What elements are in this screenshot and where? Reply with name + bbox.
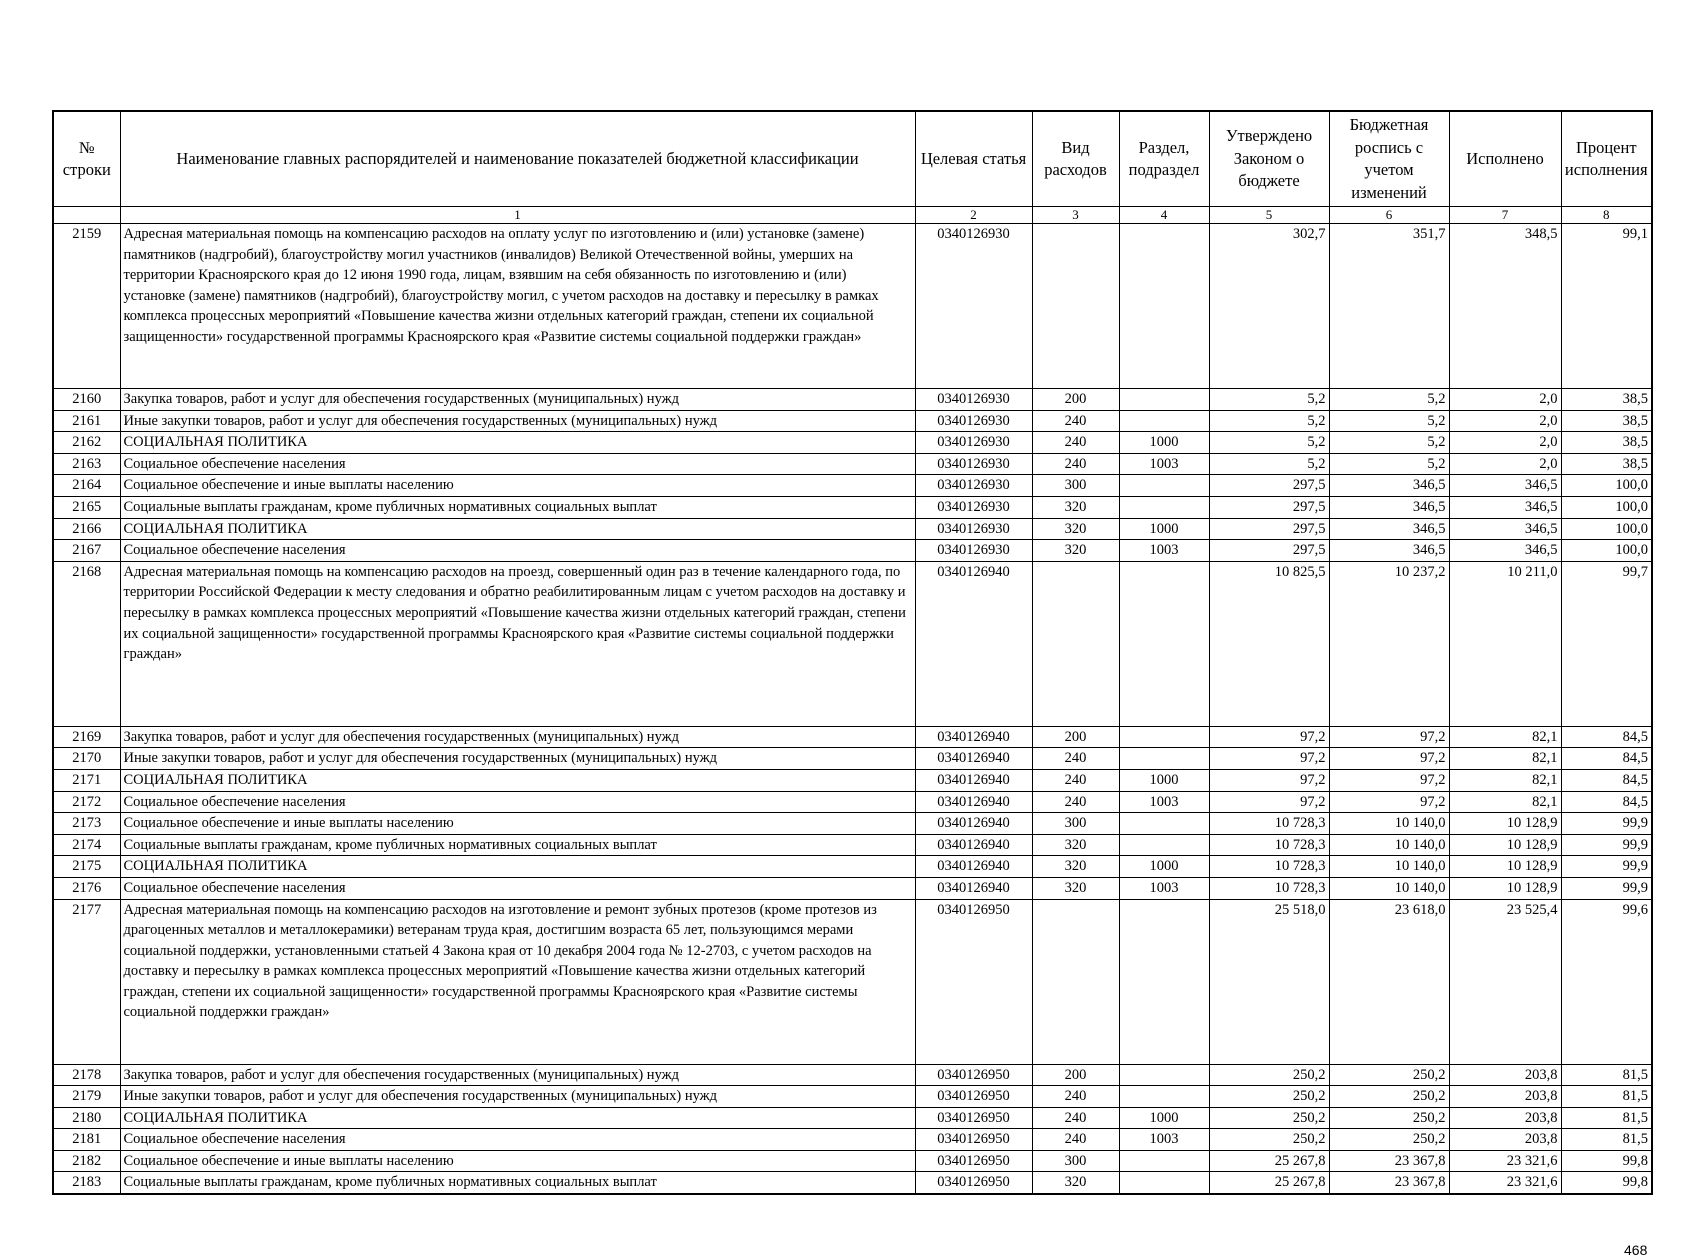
indicator-name-cell: Социальное обеспечение населения	[120, 540, 915, 562]
target-article-cell: 0340126930	[915, 432, 1032, 454]
approved-amount-cell: 5,2	[1209, 389, 1329, 411]
budget-schedule-cell: 97,2	[1329, 769, 1449, 791]
expense-type-cell: 320	[1032, 496, 1119, 518]
percent-cell: 99,8	[1561, 1172, 1652, 1194]
percent-cell: 81,5	[1561, 1129, 1652, 1151]
expense-type-cell: 240	[1032, 453, 1119, 475]
budget-schedule-cell: 10 140,0	[1329, 813, 1449, 835]
column-number: 7	[1449, 207, 1561, 224]
approved-amount-cell: 10 825,5	[1209, 561, 1329, 726]
header-approved: Утверждено Законом о бюджете	[1209, 111, 1329, 207]
approved-amount-cell: 97,2	[1209, 748, 1329, 770]
approved-amount-cell: 10 728,3	[1209, 877, 1329, 899]
approved-amount-cell: 250,2	[1209, 1107, 1329, 1129]
percent-cell: 99,8	[1561, 1150, 1652, 1172]
target-article-cell: 0340126950	[915, 1107, 1032, 1129]
header-name: Наименование главных распорядителей и наименование показателей бюджетной классификации	[120, 111, 915, 207]
expense-type-cell: 300	[1032, 813, 1119, 835]
executed-amount-cell: 82,1	[1449, 769, 1561, 791]
expense-type-cell: 320	[1032, 856, 1119, 878]
column-number: 6	[1329, 207, 1449, 224]
indicator-name-cell: Социальное обеспечение населения	[120, 791, 915, 813]
section-cell: 1000	[1119, 856, 1209, 878]
row-number-cell: 2177	[53, 899, 120, 1064]
target-article-cell: 0340126930	[915, 540, 1032, 562]
table-row	[53, 432, 1652, 454]
row-number-cell: 2169	[53, 726, 120, 748]
expense-type-cell	[1032, 899, 1119, 1064]
table-row	[53, 1107, 1652, 1129]
approved-amount-cell: 10 728,3	[1209, 813, 1329, 835]
percent-cell: 84,5	[1561, 748, 1652, 770]
table-row	[53, 748, 1652, 770]
percent-cell: 38,5	[1561, 453, 1652, 475]
section-cell	[1119, 410, 1209, 432]
approved-amount-cell: 297,5	[1209, 475, 1329, 497]
percent-cell: 38,5	[1561, 432, 1652, 454]
row-number-cell: 2163	[53, 453, 120, 475]
row-number-cell: 2173	[53, 813, 120, 835]
table-row	[53, 1086, 1652, 1108]
budget-schedule-cell: 5,2	[1329, 410, 1449, 432]
row-number-cell: 2172	[53, 791, 120, 813]
executed-amount-cell: 203,8	[1449, 1064, 1561, 1086]
approved-amount-cell: 5,2	[1209, 432, 1329, 454]
column-number: 4	[1119, 207, 1209, 224]
budget-schedule-cell: 250,2	[1329, 1064, 1449, 1086]
section-cell: 1003	[1119, 791, 1209, 813]
approved-amount-cell: 297,5	[1209, 496, 1329, 518]
target-article-cell: 0340126950	[915, 1086, 1032, 1108]
indicator-name-cell: Адресная материальная помощь на компенсацию расходов на проезд, совершенный один раз в течение календарного года, по территории Российской Федерации к месту следования и обратно реабилитированным лицам с учетом расходов на доставку и пересылку в рамках комплекса процессных мероприятий «Повышение качества жизни отдельных категорий граждан, степени их социальной защищенности» государственной программы Красноярского края «Развитие системы социальной поддержки граждан»	[120, 561, 915, 726]
target-article-cell: 0340126930	[915, 224, 1032, 389]
target-article-cell: 0340126930	[915, 496, 1032, 518]
indicator-name-cell: Закупка товаров, работ и услуг для обеспечения государственных (муниципальных) нужд	[120, 726, 915, 748]
executed-amount-cell: 23 321,6	[1449, 1150, 1561, 1172]
table-row	[53, 1064, 1652, 1086]
expense-type-cell: 320	[1032, 877, 1119, 899]
expense-type-cell: 320	[1032, 834, 1119, 856]
table-row	[53, 453, 1652, 475]
budget-schedule-cell: 5,2	[1329, 453, 1449, 475]
target-article-cell: 0340126940	[915, 877, 1032, 899]
indicator-name-cell: Иные закупки товаров, работ и услуг для обеспечения государственных (муниципальных) нужд	[120, 410, 915, 432]
row-number-cell: 2159	[53, 224, 120, 389]
column-number: 2	[915, 207, 1032, 224]
section-cell: 1003	[1119, 453, 1209, 475]
section-cell: 1003	[1119, 877, 1209, 899]
table-row	[53, 813, 1652, 835]
section-cell	[1119, 1150, 1209, 1172]
table-row	[53, 475, 1652, 497]
expense-type-cell: 200	[1032, 726, 1119, 748]
budget-schedule-cell: 5,2	[1329, 432, 1449, 454]
executed-amount-cell: 203,8	[1449, 1129, 1561, 1151]
percent-cell: 99,9	[1561, 856, 1652, 878]
indicator-name-cell: Социальное обеспечение населения	[120, 877, 915, 899]
indicator-name-cell: Иные закупки товаров, работ и услуг для обеспечения государственных (муниципальных) нужд	[120, 1086, 915, 1108]
expense-type-cell: 240	[1032, 1129, 1119, 1151]
percent-cell: 99,9	[1561, 813, 1652, 835]
target-article-cell: 0340126950	[915, 1172, 1032, 1194]
header-executed: Исполнено	[1449, 111, 1561, 207]
indicator-name-cell: Адресная материальная помощь на компенсацию расходов на изготовление и ремонт зубных протезов (кроме протезов из драгоценных металлов и металлокерамики) ветеранам труда края, достигшим возраста 65 лет, пользующимся мерами социальной поддержки, установленными статьей 4 Закона края от 10 декабря 2004 года № 12-2703, с учетом расходов на доставку и пересылку в рамках комплекса процессных мероприятий «Повышение качества жизни отдельных категорий граждан, степени их социальной защищенности» государственной программы Красноярского края «Развитие системы социальной поддержки граждан»	[120, 899, 915, 1064]
budget-schedule-cell: 10 237,2	[1329, 561, 1449, 726]
executed-amount-cell: 23 525,4	[1449, 899, 1561, 1064]
column-number: 3	[1032, 207, 1119, 224]
target-article-cell: 0340126950	[915, 1150, 1032, 1172]
row-number-cell: 2166	[53, 518, 120, 540]
target-article-cell: 0340126940	[915, 769, 1032, 791]
header-row	[53, 111, 1652, 207]
executed-amount-cell: 10 211,0	[1449, 561, 1561, 726]
executed-amount-cell: 82,1	[1449, 726, 1561, 748]
expense-type-cell: 240	[1032, 748, 1119, 770]
target-article-cell: 0340126930	[915, 475, 1032, 497]
expense-type-cell: 240	[1032, 410, 1119, 432]
row-number-cell: 2162	[53, 432, 120, 454]
approved-amount-cell: 250,2	[1209, 1064, 1329, 1086]
approved-amount-cell: 297,5	[1209, 518, 1329, 540]
section-cell	[1119, 475, 1209, 497]
indicator-name-cell: СОЦИАЛЬНАЯ ПОЛИТИКА	[120, 856, 915, 878]
indicator-name-cell: Адресная материальная помощь на компенсацию расходов на оплату услуг по изготовлению и (или) установке (замене) памятников (надгробий), благоустройству могил участников (инвалидов) Великой Отечественной войны, умерших на территории Красноярского края до 12 июня 1990 года, лицам, взявшим на себя обязанность по изготовлению и (или) установке (замене) памятников (надгробий), благоустройству могил, с учетом расходов на доставку и пересылку в рамках комплекса процессных мероприятий «Повышение качества жизни отдельных категорий граждан, степени их социальной защищенности» государственной программы Красноярского края «Развитие системы социальной поддержки граждан»	[120, 224, 915, 389]
executed-amount-cell: 2,0	[1449, 432, 1561, 454]
table-row	[53, 561, 1652, 726]
expense-type-cell	[1032, 224, 1119, 389]
percent-cell: 99,1	[1561, 224, 1652, 389]
budget-schedule-cell: 97,2	[1329, 748, 1449, 770]
executed-amount-cell: 2,0	[1449, 410, 1561, 432]
section-cell: 1000	[1119, 1107, 1209, 1129]
indicator-name-cell: СОЦИАЛЬНАЯ ПОЛИТИКА	[120, 1107, 915, 1129]
section-cell: 1003	[1119, 540, 1209, 562]
section-cell	[1119, 224, 1209, 389]
row-number-cell: 2160	[53, 389, 120, 411]
indicator-name-cell: Социальное обеспечение населения	[120, 453, 915, 475]
executed-amount-cell: 82,1	[1449, 791, 1561, 813]
table-row	[53, 1172, 1652, 1194]
target-article-cell: 0340126930	[915, 453, 1032, 475]
executed-amount-cell: 82,1	[1449, 748, 1561, 770]
budget-schedule-cell: 23 367,8	[1329, 1150, 1449, 1172]
approved-amount-cell: 25 518,0	[1209, 899, 1329, 1064]
header-budget-schedule: Бюджетная роспись с учетом изменений	[1329, 111, 1449, 207]
indicator-name-cell: Закупка товаров, работ и услуг для обеспечения государственных (муниципальных) нужд	[120, 1064, 915, 1086]
executed-amount-cell: 10 128,9	[1449, 877, 1561, 899]
table-row	[53, 769, 1652, 791]
table-row	[53, 877, 1652, 899]
indicator-name-cell: Социальное обеспечение населения	[120, 1129, 915, 1151]
percent-cell: 81,5	[1561, 1064, 1652, 1086]
row-number-cell: 2161	[53, 410, 120, 432]
target-article-cell: 0340126940	[915, 748, 1032, 770]
column-number: 8	[1561, 207, 1652, 224]
indicator-name-cell: Социальные выплаты гражданам, кроме публичных нормативных социальных выплат	[120, 834, 915, 856]
executed-amount-cell: 203,8	[1449, 1086, 1561, 1108]
approved-amount-cell: 5,2	[1209, 410, 1329, 432]
expense-type-cell: 320	[1032, 540, 1119, 562]
column-number-blank	[53, 207, 120, 224]
row-number-cell: 2174	[53, 834, 120, 856]
budget-schedule-cell: 10 140,0	[1329, 834, 1449, 856]
section-cell	[1119, 561, 1209, 726]
row-number-cell: 2183	[53, 1172, 120, 1194]
budget-schedule-cell: 346,5	[1329, 475, 1449, 497]
indicator-name-cell: Социальные выплаты гражданам, кроме публичных нормативных социальных выплат	[120, 1172, 915, 1194]
row-number-cell: 2181	[53, 1129, 120, 1151]
target-article-cell: 0340126940	[915, 856, 1032, 878]
table-row	[53, 224, 1652, 389]
header-expense-type: Вид расходов	[1032, 111, 1119, 207]
table-row	[53, 856, 1652, 878]
budget-schedule-cell: 5,2	[1329, 389, 1449, 411]
budget-schedule-cell: 351,7	[1329, 224, 1449, 389]
budget-schedule-cell: 23 367,8	[1329, 1172, 1449, 1194]
table-row	[53, 496, 1652, 518]
executed-amount-cell: 346,5	[1449, 518, 1561, 540]
percent-cell: 84,5	[1561, 791, 1652, 813]
budget-schedule-cell: 10 140,0	[1329, 877, 1449, 899]
indicator-name-cell: СОЦИАЛЬНАЯ ПОЛИТИКА	[120, 769, 915, 791]
table-row	[53, 791, 1652, 813]
executed-amount-cell: 10 128,9	[1449, 856, 1561, 878]
section-cell: 1000	[1119, 769, 1209, 791]
budget-schedule-cell: 346,5	[1329, 518, 1449, 540]
percent-cell: 84,5	[1561, 726, 1652, 748]
section-cell: 1000	[1119, 518, 1209, 540]
approved-amount-cell: 25 267,8	[1209, 1150, 1329, 1172]
approved-amount-cell: 25 267,8	[1209, 1172, 1329, 1194]
target-article-cell: 0340126930	[915, 389, 1032, 411]
approved-amount-cell: 297,5	[1209, 540, 1329, 562]
budget-schedule-cell: 97,2	[1329, 791, 1449, 813]
percent-cell: 99,6	[1561, 899, 1652, 1064]
executed-amount-cell: 346,5	[1449, 475, 1561, 497]
expense-type-cell: 240	[1032, 1107, 1119, 1129]
row-number-cell: 2176	[53, 877, 120, 899]
section-cell	[1119, 813, 1209, 835]
percent-cell: 100,0	[1561, 540, 1652, 562]
row-number-cell: 2182	[53, 1150, 120, 1172]
target-article-cell: 0340126930	[915, 518, 1032, 540]
executed-amount-cell: 2,0	[1449, 389, 1561, 411]
approved-amount-cell: 5,2	[1209, 453, 1329, 475]
percent-cell: 38,5	[1561, 389, 1652, 411]
row-number-cell: 2179	[53, 1086, 120, 1108]
expense-type-cell: 240	[1032, 769, 1119, 791]
indicator-name-cell: Социальное обеспечение и иные выплаты населению	[120, 813, 915, 835]
percent-cell: 99,7	[1561, 561, 1652, 726]
indicator-name-cell: Закупка товаров, работ и услуг для обеспечения государственных (муниципальных) нужд	[120, 389, 915, 411]
section-cell	[1119, 726, 1209, 748]
table-row	[53, 1129, 1652, 1151]
table-row	[53, 899, 1652, 1064]
table-row	[53, 410, 1652, 432]
row-number-cell: 2171	[53, 769, 120, 791]
percent-cell: 99,9	[1561, 834, 1652, 856]
budget-schedule-cell: 10 140,0	[1329, 856, 1449, 878]
section-cell: 1003	[1119, 1129, 1209, 1151]
column-number: 1	[120, 207, 915, 224]
section-cell	[1119, 496, 1209, 518]
header-row-number: № строки	[53, 111, 120, 207]
indicator-name-cell: СОЦИАЛЬНАЯ ПОЛИТИКА	[120, 432, 915, 454]
approved-amount-cell: 10 728,3	[1209, 856, 1329, 878]
target-article-cell: 0340126950	[915, 1064, 1032, 1086]
expense-type-cell: 240	[1032, 791, 1119, 813]
section-cell: 1000	[1119, 432, 1209, 454]
percent-cell: 81,5	[1561, 1107, 1652, 1129]
expense-type-cell	[1032, 561, 1119, 726]
approved-amount-cell: 10 728,3	[1209, 834, 1329, 856]
approved-amount-cell: 97,2	[1209, 769, 1329, 791]
expense-type-cell: 300	[1032, 475, 1119, 497]
expense-type-cell: 240	[1032, 1086, 1119, 1108]
executed-amount-cell: 23 321,6	[1449, 1172, 1561, 1194]
executed-amount-cell: 10 128,9	[1449, 834, 1561, 856]
table-row	[53, 540, 1652, 562]
target-article-cell: 0340126940	[915, 726, 1032, 748]
executed-amount-cell: 348,5	[1449, 224, 1561, 389]
section-cell	[1119, 1086, 1209, 1108]
section-cell	[1119, 1064, 1209, 1086]
header-percent: Процент исполнения	[1561, 111, 1652, 207]
table-row	[53, 726, 1652, 748]
table-body	[53, 224, 1652, 1195]
row-number-cell: 2164	[53, 475, 120, 497]
percent-cell: 100,0	[1561, 518, 1652, 540]
column-number: 5	[1209, 207, 1329, 224]
table-row	[53, 1150, 1652, 1172]
indicator-name-cell: СОЦИАЛЬНАЯ ПОЛИТИКА	[120, 518, 915, 540]
target-article-cell: 0340126940	[915, 834, 1032, 856]
row-number-cell: 2165	[53, 496, 120, 518]
approved-amount-cell: 97,2	[1209, 791, 1329, 813]
target-article-cell: 0340126940	[915, 813, 1032, 835]
row-number-cell: 2180	[53, 1107, 120, 1129]
budget-schedule-cell: 250,2	[1329, 1086, 1449, 1108]
executed-amount-cell: 2,0	[1449, 453, 1561, 475]
row-number-cell: 2178	[53, 1064, 120, 1086]
indicator-name-cell: Социальное обеспечение и иные выплаты населению	[120, 475, 915, 497]
percent-cell: 81,5	[1561, 1086, 1652, 1108]
row-number-cell: 2168	[53, 561, 120, 726]
target-article-cell: 0340126940	[915, 561, 1032, 726]
section-cell	[1119, 899, 1209, 1064]
expense-type-cell: 240	[1032, 432, 1119, 454]
column-number-row	[53, 207, 1652, 224]
indicator-name-cell: Иные закупки товаров, работ и услуг для обеспечения государственных (муниципальных) нужд	[120, 748, 915, 770]
budget-schedule-cell: 23 618,0	[1329, 899, 1449, 1064]
approved-amount-cell: 250,2	[1209, 1086, 1329, 1108]
header-section: Раздел, подраздел	[1119, 111, 1209, 207]
indicator-name-cell: Социальное обеспечение и иные выплаты населению	[120, 1150, 915, 1172]
percent-cell: 100,0	[1561, 496, 1652, 518]
executed-amount-cell: 346,5	[1449, 540, 1561, 562]
budget-schedule-cell: 250,2	[1329, 1107, 1449, 1129]
section-cell	[1119, 748, 1209, 770]
budget-table	[52, 110, 1653, 1195]
percent-cell: 84,5	[1561, 769, 1652, 791]
budget-schedule-cell: 346,5	[1329, 496, 1449, 518]
header-target-article: Целевая статья	[915, 111, 1032, 207]
expense-type-cell: 200	[1032, 389, 1119, 411]
executed-amount-cell: 346,5	[1449, 496, 1561, 518]
budget-schedule-cell: 250,2	[1329, 1129, 1449, 1151]
percent-cell: 99,9	[1561, 877, 1652, 899]
executed-amount-cell: 203,8	[1449, 1107, 1561, 1129]
section-cell	[1119, 1172, 1209, 1194]
approved-amount-cell: 302,7	[1209, 224, 1329, 389]
target-article-cell: 0340126950	[915, 899, 1032, 1064]
expense-type-cell: 320	[1032, 518, 1119, 540]
row-number-cell: 2170	[53, 748, 120, 770]
budget-schedule-cell: 346,5	[1329, 540, 1449, 562]
table-row	[53, 518, 1652, 540]
row-number-cell: 2167	[53, 540, 120, 562]
approved-amount-cell: 250,2	[1209, 1129, 1329, 1151]
expense-type-cell: 200	[1032, 1064, 1119, 1086]
indicator-name-cell: Социальные выплаты гражданам, кроме публичных нормативных социальных выплат	[120, 496, 915, 518]
target-article-cell: 0340126950	[915, 1129, 1032, 1151]
section-cell	[1119, 834, 1209, 856]
expense-type-cell: 320	[1032, 1172, 1119, 1194]
page-number: 468	[1624, 1242, 1648, 1258]
budget-report-page	[52, 110, 1651, 1258]
expense-type-cell: 300	[1032, 1150, 1119, 1172]
executed-amount-cell: 10 128,9	[1449, 813, 1561, 835]
target-article-cell: 0340126930	[915, 410, 1032, 432]
row-number-cell: 2175	[53, 856, 120, 878]
approved-amount-cell: 97,2	[1209, 726, 1329, 748]
table-row	[53, 389, 1652, 411]
percent-cell: 38,5	[1561, 410, 1652, 432]
percent-cell: 100,0	[1561, 475, 1652, 497]
budget-schedule-cell: 97,2	[1329, 726, 1449, 748]
target-article-cell: 0340126940	[915, 791, 1032, 813]
table-row	[53, 834, 1652, 856]
section-cell	[1119, 389, 1209, 411]
